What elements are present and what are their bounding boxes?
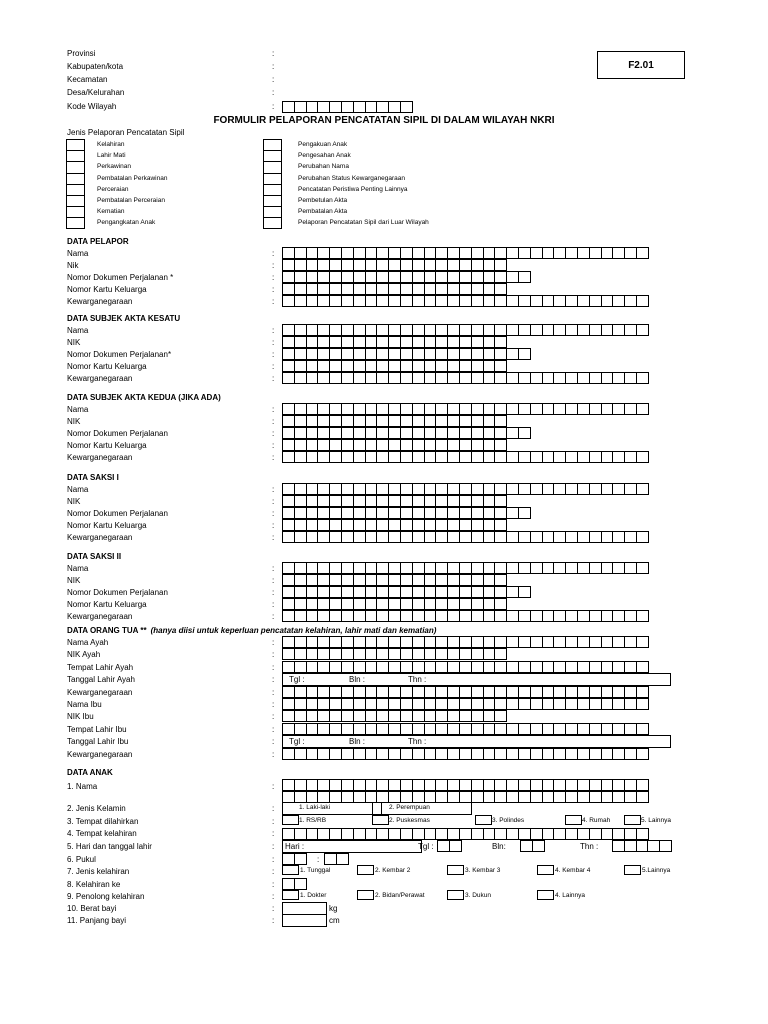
colon-separator: : <box>272 700 275 709</box>
input-grid-subjek2-0[interactable] <box>282 403 648 415</box>
report-type-option: Perceraian <box>97 185 129 193</box>
jenis-kelahiran-checkbox[interactable] <box>357 865 374 875</box>
section-heading-subjek1: DATA SUBJEK AKTA KESATU <box>67 314 181 323</box>
colon-separator: : <box>272 75 275 84</box>
input-grid-orang-tua-5[interactable] <box>282 698 648 710</box>
tempat-dilahirkan-checkbox[interactable] <box>475 815 492 825</box>
input-cell[interactable] <box>494 415 507 427</box>
field-label: 2. Jenis Kelamin <box>67 804 126 813</box>
field-label: 11. Panjang bayi <box>67 916 127 925</box>
field-label: NIK <box>67 496 81 506</box>
input-cell[interactable] <box>636 610 649 622</box>
input-grid-subjek2-3[interactable] <box>282 439 506 451</box>
input-grid-subjek2-2[interactable] <box>282 427 530 439</box>
field-label: Kewarganegaraan <box>67 296 133 306</box>
report-type-checkbox[interactable] <box>67 196 84 207</box>
report-type-checkbox[interactable] <box>264 207 281 218</box>
option-label: 1. Dokter <box>300 892 327 899</box>
input-cell[interactable] <box>294 878 307 890</box>
input-cell[interactable] <box>494 495 507 507</box>
colon-separator: : <box>272 782 275 791</box>
form-title: FORMULIR PELAPORAN PENCATATAN SIPIL DI DALAM WILAYAH NKRI <box>213 115 555 126</box>
input-grid-orang-tua-0[interactable] <box>282 636 648 648</box>
colon-separator: : <box>272 611 275 621</box>
colon-separator: : <box>272 587 275 597</box>
report-type-option: Pengesahan Anak <box>298 152 351 160</box>
field-label: 6. Pukul <box>67 855 96 864</box>
option-label: 2. Bidan/Perawat <box>375 892 425 899</box>
report-type-checkbox[interactable] <box>67 151 84 162</box>
field-label: Nomor Dokumen Perjalanan * <box>67 272 174 282</box>
input-grid-pelapor-2[interactable] <box>282 271 530 283</box>
colon-separator: : <box>272 508 275 518</box>
form-code-box: F2.01 <box>597 51 685 79</box>
orang-tua-heading-text: DATA ORANG TUA ** <box>67 626 147 635</box>
field-label: Kewarganegaraan <box>67 749 133 759</box>
colon-separator: : <box>272 842 275 851</box>
report-type-checkbox[interactable] <box>264 196 281 207</box>
field-label: Nama <box>67 405 89 414</box>
report-type-option: Pembatalan Akta <box>298 208 348 216</box>
field-label: Nama <box>67 326 89 335</box>
field-label: Nomor Dokumen Perjalanan* <box>67 349 172 359</box>
tgl-label: Tgl : <box>289 737 305 747</box>
report-type-heading: Jenis Pelaporan Pencatatan Sipil <box>67 128 185 137</box>
input-grid-subjek2-4[interactable] <box>282 451 648 463</box>
input-cell[interactable] <box>494 283 507 295</box>
input-cell[interactable] <box>636 247 649 259</box>
unit-label: kg <box>329 904 338 913</box>
report-type-option: Pembatalan Perceraian <box>97 197 165 204</box>
input-cell[interactable] <box>294 853 307 865</box>
field-label: NIK Ayah <box>67 650 101 660</box>
report-type-option: Pengakuan Anak <box>298 141 348 148</box>
colon-separator: : <box>272 520 275 530</box>
bln-label: Bln : <box>349 737 366 747</box>
input-grid-orang-tua-4[interactable] <box>282 686 648 698</box>
input-cell[interactable] <box>636 698 649 710</box>
field-label: Tanggal Lahir Ibu <box>67 737 129 747</box>
jenis-kelamin-box[interactable] <box>282 802 382 815</box>
colon-separator: : <box>272 496 275 506</box>
colon-separator: : <box>272 428 275 438</box>
report-type-option: Perkawinan <box>97 163 131 171</box>
field-label: Kewarganegaraan <box>67 452 133 462</box>
field-label: 5. Hari dan tanggal lahir <box>67 842 152 851</box>
thn-label: Thn : <box>408 675 427 685</box>
input-grid-saksi2-0[interactable] <box>282 562 648 574</box>
input-grid-pelapor-3[interactable] <box>282 283 506 295</box>
input-grid-orang-tua-2[interactable] <box>282 661 648 673</box>
jenis-kelahiran-checkbox[interactable] <box>624 865 641 875</box>
input-cell[interactable] <box>636 661 649 673</box>
colon-separator: : <box>272 687 275 697</box>
colon-separator: : <box>272 650 275 660</box>
colon-separator: : <box>272 817 275 826</box>
input-cell[interactable] <box>636 483 649 495</box>
penolong-checkbox[interactable] <box>282 890 299 900</box>
field-label: Nama <box>67 485 89 494</box>
header-field-label: Desa/Kelurahan <box>67 88 125 97</box>
colon-separator: : <box>272 249 275 258</box>
field-label: Nomor Kartu Keluarga <box>67 440 147 450</box>
tgl-label: Tgl : <box>418 842 434 851</box>
input-cell[interactable] <box>494 360 507 372</box>
colon-separator: : <box>272 532 275 542</box>
section-heading-orang-tua <box>67 626 436 636</box>
report-type-option: Perubahan Nama <box>298 163 349 171</box>
option-label: 3. Polindes <box>492 817 525 824</box>
tempat-dilahirkan-checkbox[interactable] <box>282 815 299 825</box>
input-grid-saksi1-4[interactable] <box>282 531 648 543</box>
report-type-checkbox[interactable] <box>264 185 281 196</box>
option-label: 3. Dukun <box>465 892 492 899</box>
colon-separator: : <box>272 337 275 347</box>
option-label: 3. Kembar 3 <box>465 867 501 874</box>
colon-separator: : <box>272 855 275 864</box>
field-label: Nomor Kartu Keluarga <box>67 361 147 371</box>
colon-separator: : <box>272 724 275 734</box>
colon-separator: : <box>272 49 275 58</box>
option-label: 5. Lainnya <box>641 817 671 824</box>
tanggal-lahir-box[interactable] <box>282 735 671 748</box>
field-label: Nik <box>67 260 79 270</box>
thn-label: Thn : <box>408 737 427 747</box>
field-label: 1. Nama <box>67 782 98 791</box>
report-type-option: Pengangkatan Anak <box>97 219 156 227</box>
colon-separator: : <box>272 349 275 359</box>
colon-separator: : <box>272 326 275 335</box>
input-cell[interactable] <box>494 648 507 660</box>
section-heading-anak: DATA ANAK <box>67 768 113 777</box>
field-label: NIK <box>67 416 81 426</box>
input-grid-saksi1-0[interactable] <box>282 483 648 495</box>
report-type-checkbox[interactable] <box>264 218 281 229</box>
input-cell[interactable] <box>494 259 507 271</box>
option-label: 2. Kembar 2 <box>375 867 411 874</box>
bln-label: Bln : <box>349 675 366 685</box>
colon-separator: : <box>272 102 275 111</box>
input-cell[interactable] <box>636 324 649 336</box>
input-cell[interactable] <box>636 828 649 840</box>
field-label: Nomor Kartu Keluarga <box>67 520 147 530</box>
field-label: Nomor Dokumen Perjalanan <box>67 428 168 438</box>
header-field-label: Kabupaten/kota <box>67 62 124 71</box>
field-label: Nomor Dokumen Perjalanan <box>67 587 168 597</box>
report-type-checkbox[interactable] <box>264 174 281 185</box>
jenis-kelahiran-checkbox[interactable] <box>447 865 464 875</box>
tempat-dilahirkan-checkbox[interactable] <box>624 815 641 825</box>
colon-separator: : <box>272 260 275 270</box>
input-cell[interactable] <box>518 271 531 283</box>
jenis-kelahiran-checkbox[interactable] <box>282 865 299 875</box>
section-heading-subjek2: DATA SUBJEK AKTA KEDUA (JIKA ADA) <box>67 393 221 402</box>
report-type-option: Kelahiran <box>97 141 125 148</box>
colon-separator: : <box>272 892 275 901</box>
kode-wilayah-grid[interactable] <box>282 101 412 113</box>
input-cell[interactable] <box>494 598 507 610</box>
colon-separator: : <box>272 405 275 414</box>
kelahiran-ke-grid[interactable] <box>282 878 306 890</box>
report-type-option: Pencatatan Peristiwa Penting Lainnya <box>298 185 408 193</box>
option-label: 4. Rumah <box>582 817 611 824</box>
input-grid-saksi2-4[interactable] <box>282 610 648 622</box>
input-cell[interactable] <box>494 519 507 531</box>
section-heading-saksi2: DATA SAKSI II <box>67 552 122 561</box>
penolong-checkbox[interactable] <box>357 890 374 900</box>
input-cell[interactable] <box>449 840 462 852</box>
colon-separator: : <box>272 904 275 913</box>
input-grid-orang-tua-9[interactable] <box>282 748 648 760</box>
colon-separator: : <box>272 867 275 876</box>
tempat-dilahirkan-checkbox[interactable] <box>372 815 389 825</box>
input-grid-orang-tua-6[interactable] <box>282 710 506 722</box>
bln-grid[interactable] <box>520 840 544 852</box>
colon-separator: : <box>272 829 275 838</box>
field-label: 8. Kelahiran ke <box>67 880 121 889</box>
report-type-option: Pembatalan Perkawinan <box>97 174 168 182</box>
pukul-separator: : <box>317 855 320 864</box>
colon-separator: : <box>272 440 275 450</box>
input-cell[interactable] <box>636 779 649 791</box>
report-type-checklist-left[interactable] <box>66 139 85 229</box>
header-field-label: Kecamatan <box>67 75 108 84</box>
colon-separator: : <box>272 916 275 925</box>
input-grid-subjek2-1[interactable] <box>282 415 506 427</box>
field-label: Nama <box>67 249 89 258</box>
input-cell[interactable] <box>494 439 507 451</box>
field-label: 4. Tempat kelahiran <box>67 829 137 838</box>
menit-grid[interactable] <box>324 853 348 865</box>
panjang-bayi-box[interactable] <box>282 914 327 927</box>
colon-separator: : <box>272 373 275 383</box>
input-cell[interactable] <box>636 686 649 698</box>
hari-label: Hari : <box>285 842 305 851</box>
report-type-checkbox[interactable] <box>67 218 84 229</box>
input-cell[interactable] <box>494 336 507 348</box>
report-type-option: Perubahan Status Kewarganegaraan <box>298 174 405 182</box>
field-label: 9. Penolong kelahiran <box>67 892 145 901</box>
input-cell[interactable] <box>636 295 649 307</box>
input-grid-saksi1-3[interactable] <box>282 519 506 531</box>
unit-label: cm <box>329 916 340 925</box>
colon-separator: : <box>272 712 275 722</box>
colon-separator: : <box>272 416 275 426</box>
option-label: 2. Puskesmas <box>389 817 430 824</box>
colon-separator: : <box>272 662 275 672</box>
option-label: 1. Tunggal <box>300 867 331 874</box>
colon-separator: : <box>272 737 275 747</box>
input-cell[interactable] <box>636 403 649 415</box>
option-label: 4. Lainnya <box>555 892 585 899</box>
input-cell[interactable] <box>659 840 672 852</box>
bln-label: Bln: <box>492 842 506 851</box>
input-grid-subjek1-2[interactable] <box>282 348 530 360</box>
colon-separator: : <box>272 575 275 585</box>
field-label: 7. Jenis kelahiran <box>67 867 130 876</box>
report-type-checkbox[interactable] <box>67 185 84 196</box>
colon-separator: : <box>272 452 275 462</box>
field-label: Kewarganegaraan <box>67 687 133 697</box>
report-type-checkbox[interactable] <box>67 162 84 173</box>
input-grid-orang-tua-1[interactable] <box>282 648 506 660</box>
thn-grid[interactable] <box>612 840 671 852</box>
colon-separator: : <box>272 284 275 294</box>
input-cell[interactable] <box>532 840 545 852</box>
colon-separator: : <box>272 599 275 609</box>
input-grid-subjek1-1[interactable] <box>282 336 506 348</box>
report-type-checkbox[interactable] <box>264 162 281 173</box>
input-cell[interactable] <box>518 348 531 360</box>
penolong-checkbox[interactable] <box>447 890 464 900</box>
field-label: Nama <box>67 564 89 573</box>
report-type-checkbox[interactable] <box>67 207 84 218</box>
option-label: 1. RS/RB <box>299 817 327 824</box>
tempat-kelahiran-grid[interactable] <box>282 828 648 840</box>
colon-separator: : <box>272 296 275 306</box>
nama-anak-grid[interactable] <box>282 779 648 791</box>
jam-grid[interactable] <box>282 853 306 865</box>
field-label: Kewarganegaraan <box>67 611 133 621</box>
input-grid-saksi1-1[interactable] <box>282 495 506 507</box>
field-label: Tempat Lahir Ayah <box>67 662 134 672</box>
orang-tua-note: (hanya diisi untuk keperluan pencatatan kelahiran, lahir mati dan kematian) <box>150 626 437 635</box>
input-cell[interactable] <box>636 372 649 384</box>
jenis-kelahiran-checkbox[interactable] <box>537 865 554 875</box>
report-type-option: Lahir Mati <box>97 152 126 160</box>
field-label: Nomor Kartu Keluarga <box>67 599 147 609</box>
field-label: Nomor Dokumen Perjalanan <box>67 508 168 518</box>
input-cell[interactable] <box>400 101 413 113</box>
colon-separator: : <box>272 361 275 371</box>
report-type-checkbox[interactable] <box>67 174 84 185</box>
report-type-checkbox[interactable] <box>264 151 281 162</box>
input-grid-saksi1-2[interactable] <box>282 507 530 519</box>
thn-label: Thn : <box>580 842 599 851</box>
input-cell[interactable] <box>494 574 507 586</box>
section-heading-pelapor: DATA PELAPOR <box>67 237 129 246</box>
input-grid-saksi2-3[interactable] <box>282 598 506 610</box>
colon-separator: : <box>272 675 275 685</box>
field-label: Tanggal Lahir Ayah <box>67 675 135 685</box>
input-grid-pelapor-1[interactable] <box>282 259 506 271</box>
input-cell[interactable] <box>636 791 649 803</box>
colon-separator: : <box>272 804 275 813</box>
input-grid-orang-tua-7[interactable] <box>282 723 648 735</box>
input-cell[interactable] <box>518 507 531 519</box>
option-label: 2. Perempuan <box>389 804 430 811</box>
header-field-label: Kode Wilayah <box>67 102 117 111</box>
section-heading-saksi1: DATA SAKSI I <box>67 473 119 482</box>
penolong-checkbox[interactable] <box>537 890 554 900</box>
field-label: Kewarganegaraan <box>67 532 133 542</box>
input-cell[interactable] <box>636 723 649 735</box>
input-grid-subjek1-3[interactable] <box>282 360 506 372</box>
option-label: 4. Kembar 4 <box>555 867 591 874</box>
input-cell[interactable] <box>336 853 349 865</box>
field-label: Nomor Kartu Keluarga <box>67 284 147 294</box>
input-cell[interactable] <box>636 636 649 648</box>
colon-separator: : <box>272 485 275 494</box>
colon-separator: : <box>272 749 275 759</box>
report-type-option: Kematian <box>97 208 125 216</box>
report-type-checkbox[interactable] <box>264 140 281 151</box>
field-label: 3. Tempat dilahirkan <box>67 817 139 826</box>
input-cell[interactable] <box>636 748 649 760</box>
colon-separator: : <box>272 638 275 647</box>
input-cell[interactable] <box>518 586 531 598</box>
field-label: 10. Berat bayi <box>67 904 117 913</box>
report-type-option: Pelaporan Pencatatan Sipil dari Luar Wilayah <box>298 219 429 227</box>
field-label: NIK Ibu <box>67 712 94 722</box>
colon-separator: : <box>272 88 275 97</box>
field-label: Nama Ayah <box>67 638 109 647</box>
input-cell[interactable] <box>494 710 507 722</box>
report-type-option: Pembetulan Akta <box>298 197 348 204</box>
field-label: Tempat Lahir Ibu <box>67 724 127 734</box>
field-label: Nama Ibu <box>67 700 102 709</box>
field-label: NIK <box>67 337 81 347</box>
input-cell[interactable] <box>636 451 649 463</box>
input-grid-saksi2-1[interactable] <box>282 574 506 586</box>
tgl-grid[interactable] <box>437 840 461 852</box>
tempat-dilahirkan-checkbox[interactable] <box>565 815 582 825</box>
tanggal-lahir-box[interactable] <box>282 673 671 686</box>
input-cell[interactable] <box>636 562 649 574</box>
field-label: NIK <box>67 575 81 585</box>
input-grid-subjek1-0[interactable] <box>282 324 648 336</box>
report-type-checkbox[interactable] <box>67 140 84 151</box>
colon-separator: : <box>272 880 275 889</box>
colon-separator: : <box>272 564 275 573</box>
input-grid-saksi2-2[interactable] <box>282 586 530 598</box>
field-label: Kewarganegaraan <box>67 373 133 383</box>
input-cell[interactable] <box>636 531 649 543</box>
input-grid-subjek1-4[interactable] <box>282 372 648 384</box>
input-grid-pelapor-0[interactable] <box>282 247 648 259</box>
option-label: 5.Lainnya <box>642 867 671 874</box>
colon-separator: : <box>272 272 275 282</box>
input-cell[interactable] <box>518 427 531 439</box>
report-type-checklist-right[interactable] <box>263 139 282 229</box>
option-label: 1. Laki-laki <box>299 804 331 811</box>
tgl-label: Tgl : <box>289 675 305 685</box>
header-field-label: Provinsi <box>67 49 96 58</box>
input-grid-pelapor-4[interactable] <box>282 295 648 307</box>
colon-separator: : <box>272 62 275 71</box>
